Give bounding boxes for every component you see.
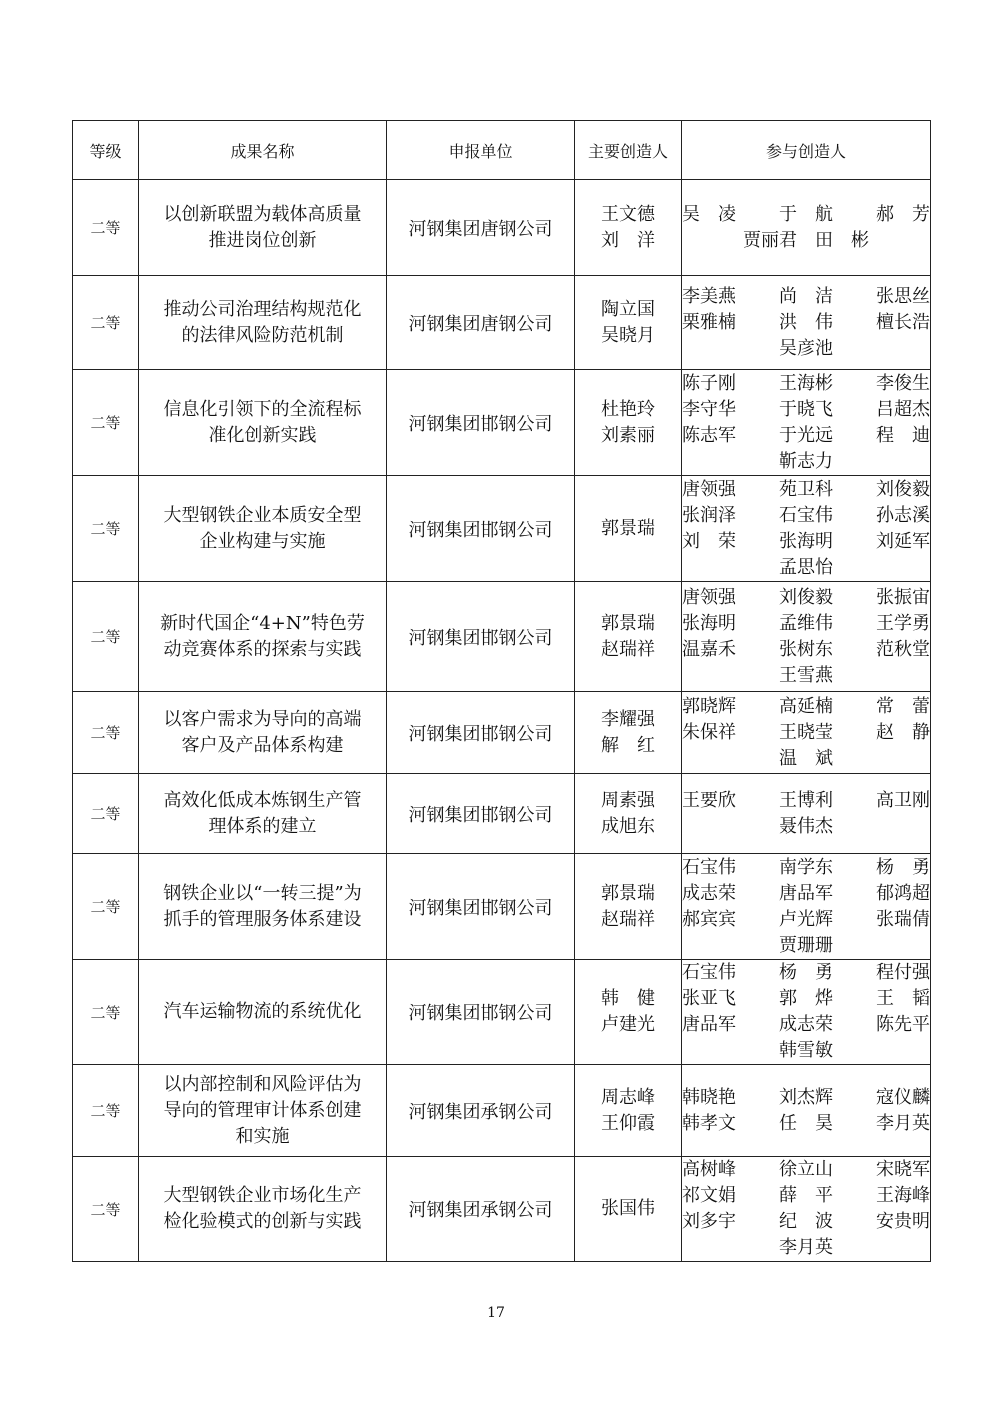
participant-name: 常 蕾	[876, 695, 930, 717]
participant-name: 刘俊毅	[779, 586, 833, 608]
participant-name: 李守华	[682, 398, 736, 420]
participant-line	[682, 907, 930, 933]
participant-name: 纪 波	[779, 1211, 833, 1232]
main-creator-name: 李耀强	[601, 708, 655, 730]
participant-name: 王海峰	[876, 1185, 930, 1206]
participant-name: 安贵明	[876, 1211, 930, 1232]
participant-name: 高卫刚	[876, 789, 930, 811]
participant-line	[682, 1157, 930, 1183]
participant-name: 刘杰辉	[779, 1086, 833, 1108]
grade-cell: 二等	[73, 774, 139, 854]
header-unit: 申报单位	[387, 121, 575, 180]
participant-name: 王海彬	[779, 372, 833, 394]
participant-name: 唐领强	[682, 478, 736, 500]
table-row	[73, 276, 931, 370]
participant-name: 于 航	[779, 203, 833, 225]
table-row	[73, 582, 931, 692]
achievement-name-cell	[139, 370, 387, 476]
main-creator-name: 陶立国	[601, 298, 655, 320]
participant-name: 韩晓艳	[682, 1086, 736, 1108]
achievement-name-cell	[139, 854, 387, 960]
main-creator-name: 周志峰	[601, 1086, 655, 1108]
unit-cell: 河钢集团承钢公司	[387, 1157, 575, 1262]
unit-cell: 河钢集团唐钢公司	[387, 276, 575, 370]
achievement-name-line: 大型钢铁企业市场化生产	[163, 1185, 362, 1206]
participant-name: 张海明	[779, 530, 833, 552]
achievement-name-line: 准化创新实践	[208, 424, 317, 446]
achievement-name-line: 信息化引领下的全流程标	[163, 398, 362, 420]
unit-cell: 河钢集团邯钢公司	[387, 960, 575, 1065]
participant-name: 张振宙	[876, 586, 930, 608]
participant-last-line: 靳志力	[779, 450, 833, 472]
participant-name: 刘多宇	[682, 1211, 736, 1232]
main-creator-name: 解 红	[601, 734, 655, 756]
unit-cell: 河钢集团邯钢公司	[387, 854, 575, 960]
participant-line	[682, 503, 930, 529]
table-row	[73, 1065, 931, 1157]
participant-name: 张润泽	[682, 504, 736, 526]
grade-cell: 二等	[73, 692, 139, 774]
table-row	[73, 692, 931, 774]
participant-name: 杨 勇	[779, 962, 833, 983]
achievement-name-line: 大型钢铁企业本质安全型	[163, 504, 362, 526]
participant-last-line: 温 斌	[779, 747, 833, 769]
participant-name: 于晓飞	[779, 398, 833, 420]
achievement-name-line: 理体系的建立	[208, 815, 317, 837]
awards-table	[72, 120, 931, 1262]
participant-name: 陈子刚	[682, 372, 736, 394]
participant-line	[682, 397, 930, 423]
participant-name: 李月英	[876, 1112, 930, 1134]
table-row	[73, 370, 931, 476]
participant-line	[682, 284, 930, 310]
unit-cell: 河钢集团邯钢公司	[387, 370, 575, 476]
participant-name: 卢光辉	[779, 908, 833, 930]
achievement-name-line: 动竞赛体系的探索与实践	[163, 638, 362, 660]
participant-line	[682, 202, 930, 228]
main-creator-name: 张国伟	[601, 1198, 655, 1219]
participant-line	[682, 1111, 930, 1137]
participants-cell	[682, 276, 931, 370]
unit-cell: 河钢集团邯钢公司	[387, 692, 575, 774]
main-creator-cell	[575, 276, 682, 370]
unit-cell: 河钢集团唐钢公司	[387, 180, 575, 276]
achievement-name-line: 钢铁企业以“一转三提”为	[163, 882, 362, 904]
participant-line	[682, 585, 930, 611]
participant-name: 张亚飞	[682, 988, 736, 1009]
header-row	[73, 121, 931, 180]
participant-name: 王要欣	[682, 789, 736, 811]
achievement-name-line: 以客户需求为导向的高端	[163, 708, 362, 730]
participant-name: 成志荣	[682, 882, 736, 904]
achievement-name-line: 导向的管理审计体系创建	[163, 1099, 362, 1121]
participant-name: 祁文娟	[682, 1185, 736, 1206]
table-row	[73, 854, 931, 960]
participant-line	[682, 788, 930, 814]
participant-name: 刘延军	[876, 530, 930, 552]
participant-name: 栗雅楠	[682, 311, 736, 333]
header-main-creator: 主要创造人	[575, 121, 682, 180]
main-creator-name: 韩 健	[601, 988, 655, 1009]
table-row	[73, 774, 931, 854]
participant-name: 刘俊毅	[876, 478, 930, 500]
achievement-name-cell	[139, 774, 387, 854]
main-creator-cell	[575, 476, 682, 582]
achievement-name-line: 汽车运输物流的系统优化	[163, 1001, 362, 1022]
participant-name: 韩孝文	[682, 1112, 736, 1134]
participant-name: 郭 烨	[779, 988, 833, 1009]
main-creator-name: 周素强	[601, 789, 655, 811]
main-creator-name: 赵瑞祥	[601, 638, 655, 660]
achievement-name-line: 推进岗位创新	[208, 229, 317, 251]
main-creator-cell	[575, 1065, 682, 1157]
main-creator-name: 杜艳玲	[601, 398, 655, 420]
participants-cell	[682, 692, 931, 774]
header-grade: 等级	[73, 121, 139, 180]
main-creator-cell	[575, 692, 682, 774]
grade-cell: 二等	[73, 854, 139, 960]
participant-last-line: 吴彦池	[779, 337, 833, 359]
main-creator-name: 刘 洋	[601, 229, 655, 251]
participants-cell	[682, 1157, 931, 1262]
grade-cell: 二等	[73, 476, 139, 582]
header-name: 成果名称	[139, 121, 387, 180]
participant-name: 徐立山	[779, 1159, 833, 1180]
achievement-name-line: 以内部控制和风险评估为	[163, 1073, 362, 1095]
grade-cell: 二等	[73, 370, 139, 476]
participant-name: 孙志溪	[876, 504, 930, 526]
participants-cell	[682, 1065, 931, 1157]
header-participants: 参与创造人	[682, 121, 931, 180]
participant-name: 张瑞倩	[876, 908, 930, 930]
participant-name: 孟维伟	[779, 612, 833, 634]
participant-name: 洪 伟	[779, 311, 833, 333]
main-creator-cell	[575, 582, 682, 692]
achievement-name-cell	[139, 276, 387, 370]
achievement-name-line: 企业构建与实施	[199, 530, 326, 552]
main-creator-name: 王文德	[601, 203, 655, 225]
participant-line	[682, 720, 930, 746]
participant-name: 李俊生	[876, 372, 930, 394]
participant-name: 郝宾宾	[682, 908, 736, 930]
table-row	[73, 476, 931, 582]
achievement-name-cell	[139, 476, 387, 582]
grade-cell: 二等	[73, 960, 139, 1065]
main-creator-name: 卢建光	[601, 1014, 655, 1035]
participant-name: 李美燕	[682, 285, 736, 307]
participant-name: 石宝伟	[682, 856, 736, 878]
participant-line	[682, 1183, 930, 1209]
achievement-name-line: 推动公司治理结构规范化	[163, 298, 362, 320]
participant-name: 张思丝	[876, 285, 930, 307]
participant-name: 石宝伟	[682, 962, 736, 983]
participant-name: 高树峰	[682, 1159, 736, 1180]
table-row	[73, 960, 931, 1065]
main-creator-name: 郭景瑞	[601, 517, 655, 539]
participant-line	[682, 986, 930, 1012]
participant-line	[682, 960, 930, 986]
participant-last-line: 孟思怡	[779, 556, 833, 578]
participant-name: 张树东	[779, 638, 833, 660]
participant-name: 程付强	[876, 962, 930, 983]
main-creator-cell	[575, 854, 682, 960]
participant-name: 朱保祥	[682, 721, 736, 743]
participant-last-line: 王雪燕	[779, 664, 833, 686]
participant-name: 王学勇	[876, 612, 930, 634]
participant-name: 唐品军	[779, 882, 833, 904]
participant-name: 成志荣	[779, 1014, 833, 1035]
participant-name: 南学东	[779, 856, 833, 878]
participant-line	[682, 611, 930, 637]
achievement-name-cell	[139, 1157, 387, 1262]
main-creator-cell	[575, 774, 682, 854]
participant-name: 檀长浩	[876, 311, 930, 333]
main-creator-name: 王仰霞	[601, 1112, 655, 1134]
participant-last-line: 李月英	[779, 1237, 833, 1258]
participant-line	[682, 637, 930, 663]
participants-cell	[682, 476, 931, 582]
main-creator-name: 吴晓月	[601, 324, 655, 346]
unit-cell: 河钢集团邯钢公司	[387, 774, 575, 854]
achievement-name-cell	[139, 1065, 387, 1157]
participant-last-line: 韩雪敏	[779, 1040, 833, 1061]
participant-line	[682, 855, 930, 881]
achievement-name-line: 高效化低成本炼钢生产管	[163, 789, 362, 811]
participant-name: 于光远	[779, 424, 833, 446]
page-number: 17	[487, 1305, 505, 1321]
unit-cell: 河钢集团邯钢公司	[387, 582, 575, 692]
achievement-name-cell	[139, 582, 387, 692]
participant-name: 高延楠	[779, 695, 833, 717]
participant-name: 张海明	[682, 612, 736, 634]
participant-name: 程 迪	[876, 424, 930, 446]
participant-name: 王 韬	[876, 988, 930, 1009]
achievement-name-cell	[139, 692, 387, 774]
participant-line	[682, 371, 930, 397]
achievement-name-line: 和实施	[235, 1125, 290, 1147]
participant-last-line: 聂伟杰	[779, 815, 833, 837]
participant-name: 陈志军	[682, 424, 736, 446]
participants-cell	[682, 370, 931, 476]
main-creator-name: 刘素丽	[601, 424, 655, 446]
achievement-name-line: 新时代国企“4+N”特色劳	[160, 612, 365, 634]
participant-line	[682, 881, 930, 907]
participant-name: 赵 静	[876, 721, 930, 743]
participant-name: 任 昊	[779, 1112, 833, 1134]
participant-name: 陈先平	[876, 1014, 930, 1035]
achievement-name-cell	[139, 960, 387, 1065]
participant-name: 宋晓军	[876, 1159, 930, 1180]
participant-name: 王博利	[779, 789, 833, 811]
grade-cell: 二等	[73, 1157, 139, 1262]
participant-name: 唐领强	[682, 586, 736, 608]
participant-name: 郭晓辉	[682, 695, 736, 717]
participant-line	[682, 694, 930, 720]
grade-cell: 二等	[73, 276, 139, 370]
achievement-name-line: 抓手的管理服务体系建设	[163, 908, 362, 930]
grade-cell: 二等	[73, 180, 139, 276]
participant-last-line: 贾丽君 田 彬	[743, 229, 869, 251]
participant-name: 吴 凌	[682, 203, 736, 225]
achievement-name-line: 的法律风险防范机制	[181, 324, 344, 346]
participant-name: 温嘉禾	[682, 638, 736, 660]
participants-cell	[682, 960, 931, 1065]
participants-cell	[682, 774, 931, 854]
table-row	[73, 1157, 931, 1262]
participant-name: 薛 平	[779, 1185, 833, 1206]
participant-name: 郝 芳	[876, 203, 930, 225]
main-creator-name: 成旭东	[601, 815, 655, 837]
grade-cell: 二等	[73, 582, 139, 692]
unit-cell: 河钢集团邯钢公司	[387, 476, 575, 582]
main-creator-cell	[575, 960, 682, 1065]
participant-name: 尚 洁	[779, 285, 833, 307]
participant-name: 刘 荣	[682, 530, 736, 552]
participant-line	[682, 529, 930, 555]
participant-line	[682, 1012, 930, 1038]
achievement-name-cell	[139, 180, 387, 276]
main-creator-cell	[575, 1157, 682, 1262]
main-creator-name: 赵瑞祥	[601, 908, 655, 930]
participant-name: 郁鸿超	[876, 882, 930, 904]
participant-line	[682, 477, 930, 503]
participant-name: 石宝伟	[779, 504, 833, 526]
participant-name: 吕超杰	[876, 398, 930, 420]
unit-cell: 河钢集团承钢公司	[387, 1065, 575, 1157]
participants-cell	[682, 582, 931, 692]
achievement-name-line: 检化验模式的创新与实践	[163, 1211, 362, 1232]
main-creator-cell	[575, 180, 682, 276]
participant-name: 唐品军	[682, 1014, 736, 1035]
participant-line	[682, 1085, 930, 1111]
achievement-name-line: 以创新联盟为载体高质量	[163, 203, 362, 225]
participants-cell	[682, 854, 931, 960]
participant-name: 寇仪麟	[876, 1086, 930, 1108]
main-creator-name: 郭景瑞	[601, 882, 655, 904]
participant-line	[682, 310, 930, 336]
achievement-name-line: 客户及产品体系构建	[181, 734, 344, 756]
participant-line	[682, 423, 930, 449]
main-creator-cell	[575, 370, 682, 476]
participant-name: 苑卫科	[779, 478, 833, 500]
table-row	[73, 180, 931, 276]
participant-name: 杨 勇	[876, 856, 930, 878]
participants-cell	[682, 180, 931, 276]
participant-name: 王晓莹	[779, 721, 833, 743]
participant-line	[682, 1209, 930, 1235]
grade-cell: 二等	[73, 1065, 139, 1157]
main-creator-name: 郭景瑞	[601, 612, 655, 634]
participant-last-line: 贾珊珊	[779, 934, 833, 956]
participant-name: 范秋堂	[876, 638, 930, 660]
